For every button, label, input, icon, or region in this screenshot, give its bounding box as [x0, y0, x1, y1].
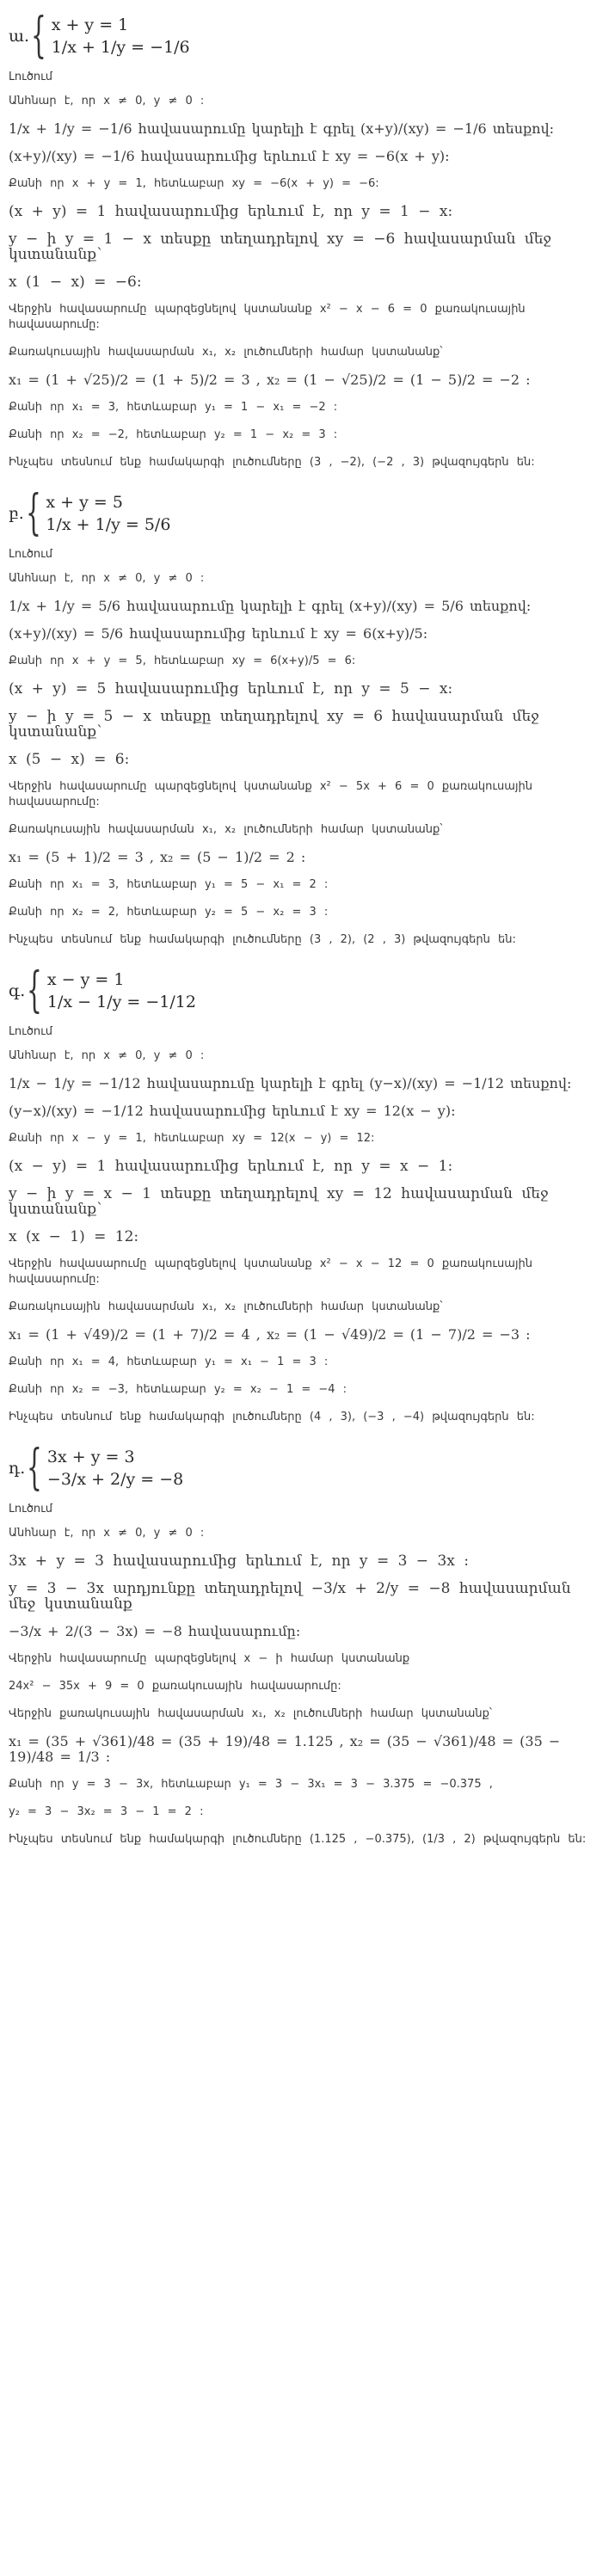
problem-section-b: [9, 485, 606, 948]
solution-line: 3x + y = 3 հավասարումից երևում է, որ y = 3 − 3x :: [9, 1552, 469, 1570]
solution-line: (x+y)/(xy) = 5/6 հավասարումից երևում է xy = 6(x+y)/5:: [9, 625, 428, 642]
solution-line: Քանի որ x + y = 1, հետևաբար xy = −6(x + y) = −6:: [9, 177, 379, 190]
equation-stack: [47, 1446, 183, 1491]
solution-line: Քառակուսային հավասարման x₁, x₂ լուծումների համար կստանանք՝: [9, 346, 443, 359]
solution-line: Քանի որ x₂ = 2, հետևաբար y₂ = 5 − x₂ = 3 :: [9, 906, 329, 919]
problem-letter: գ.: [9, 981, 26, 1000]
solution-line: x₁ = (5 + 1)/2 = 3 , x₂ = (5 − 1)/2 = 2 :: [9, 849, 306, 865]
equation-stack: [47, 968, 196, 1013]
solution-line: Անհնար է, որ x ≠ 0, y ≠ 0 :: [9, 1527, 205, 1540]
solution-line: Քառակուսային հավասարման x₁, x₂ լուծումների համար կստանանք՝: [9, 1300, 443, 1313]
solution-line: Քանի որ x₁ = 3, հետևաբար y₁ = 1 − x₁ = −2 :: [9, 401, 338, 414]
equation-1: x − y = 1: [46, 970, 125, 989]
solution-line: −3/x + 2/(3 − 3x) = −8 հավասարումը:: [9, 1623, 301, 1639]
solution-heading: Լուծում: [9, 71, 53, 83]
system-of-equations: [9, 8, 606, 64]
solution-line: y = 3 − 3x արդյունքը տեղադրելով −3/x + 2/y = −8 հավասարման մեջ կստանանք: [9, 1580, 571, 1613]
solution-line: Անհնար է, որ x ≠ 0, y ≠ 0 :: [9, 1049, 205, 1062]
equation-stack: [52, 14, 190, 58]
equation-2: 1/x + 1/y = −1/6: [51, 38, 190, 57]
solution-heading: Լուծում: [9, 548, 53, 561]
left-brace-icon: {: [31, 8, 46, 64]
solution-line: x₁ = (35 + √361)/48 = (35 + 19)/48 = 1.125 , x₂ = (35 − √361)/48 = (35 − 19)/48 = 1/3 :: [9, 1733, 561, 1765]
problem-section-a: [9, 8, 606, 470]
solution-line: Քանի որ x − y = 1, հետևաբար xy = 12(x − y) = 12:: [9, 1132, 375, 1145]
system-of-equations: [9, 485, 606, 541]
solution-line: Քառակուսային հավասարման x₁, x₂ լուծումների համար կստանանք՝: [9, 823, 443, 836]
solution-line: 24x² − 35x + 9 = 0 քառակուսային հավասարումը:: [9, 1680, 341, 1693]
solution-line: Քանի որ x₂ = −2, հետևաբար y₂ = 1 − x₂ = 3 :: [9, 428, 338, 441]
solution-line: y − ի y = 1 − x տեսքը տեղադրելով xy = −6 հավասարման մեջ կստանանք՝: [9, 231, 551, 263]
equation-1: 3x + y = 3: [46, 1448, 135, 1466]
solution-heading: Լուծում: [9, 1025, 53, 1038]
equation-2: 1/x − 1/y = −1/12: [46, 993, 196, 1011]
problem-letter: բ.: [9, 504, 24, 523]
solution-line: x (5 − x) = 6:: [9, 751, 130, 768]
solution-line: (x − y) = 1 հավասարումից երևում է, որ y = x − 1:: [9, 1158, 453, 1175]
solution-line: Ինչպես տեսնում ենք համակարգի լուծումները (3 , 2), (2 , 3) թվազույգերն են:: [9, 933, 516, 946]
left-brace-icon: {: [25, 485, 41, 541]
solution-line: x₁ = (1 + √25)/2 = (1 + 5)/2 = 3 , x₂ = (1 − √25)/2 = (1 − 5)/2 = −2 :: [9, 372, 531, 388]
solution-line: (x + y) = 5 հավասարումից երևում է, որ y = 5 − x:: [9, 680, 453, 698]
solution-line: Քանի որ x₂ = −3, հետևաբար y₂ = x₂ − 1 = −4 :: [9, 1383, 347, 1396]
solution-line: x₁ = (1 + √49)/2 = (1 + 7)/2 = 4 , x₂ = (1 − √49)/2 = (1 − 7)/2 = −3 :: [9, 1326, 531, 1343]
solution-line: Վերջին հավասարումը պարզեցնելով կստանանք x² − 5x + 6 = 0 քառակուսային հավասարումը:: [9, 780, 532, 808]
equation-2: 1/x + 1/y = 5/6: [46, 515, 171, 534]
solution-line: 1/x + 1/y = −1/6 հավասարումը կարելի է գրել (x+y)/(xy) = −1/6 տեսքով:: [9, 120, 555, 137]
solution-line: 1/x − 1/y = −1/12 հավասարումը կարելի է գրել (y−x)/(xy) = −1/12 տեսքով:: [9, 1075, 572, 1091]
solution-line: y₂ = 3 − 3x₂ = 3 − 1 = 2 :: [9, 1805, 204, 1818]
solution-line: Ինչպես տեսնում ենք համակարգի լուծումները (3 , −2), (−2 , 3) թվազույգերն են:: [9, 456, 535, 469]
solution-line: Անհնար է, որ x ≠ 0, y ≠ 0 :: [9, 572, 205, 585]
solution-line: Վերջին հավասարումը պարզեցնելով x − ի համար կստանանք: [9, 1652, 410, 1665]
solution-line: (x + y) = 1 հավասարումից երևում է, որ y = 1 − x:: [9, 203, 453, 220]
solution-line: Քանի որ y = 3 − 3x, հետևաբար y₁ = 3 − 3x₁ = 3 − 3.375 = −0.375 ,: [9, 1778, 493, 1791]
solution-line: Քանի որ x₁ = 4, հետևաբար y₁ = x₁ − 1 = 3 :: [9, 1356, 329, 1368]
equation-1: x + y = 5: [46, 493, 123, 512]
solution-line: Ինչպես տեսնում ենք համակարգի լուծումները (1.125 , −0.375), (1/3 , 2) թվազույգերն են:: [9, 1833, 587, 1846]
equation-2: −3/x + 2/y = −8: [46, 1470, 184, 1489]
solution-line: Ինչպես տեսնում ենք համակարգի լուծումները (4 , 3), (−3 , −4) թվազույգերն են:: [9, 1411, 535, 1423]
solution-line: 1/x + 1/y = 5/6 հավասարումը կարելի է գրել (x+y)/(xy) = 5/6 տեսքով:: [9, 598, 532, 614]
solution-line: (y−x)/(xy) = −1/12 հավասարումից երևում է xy = 12(x − y):: [9, 1103, 456, 1119]
solution-line: x (x − 1) = 12:: [9, 1228, 139, 1245]
solution-line: (x+y)/(xy) = −1/6 հավասարումից երևում է xy = −6(x + y):: [9, 148, 450, 164]
left-brace-icon: {: [27, 962, 43, 1018]
left-brace-icon: {: [27, 1440, 43, 1496]
solution-line: y − ի y = 5 − x տեսքը տեղադրելով xy = 6 հավասարման մեջ կստանանք՝: [9, 708, 539, 741]
solution-line: y − ի y = x − 1 տեսքը տեղադրելով xy = 12 հավասարման մեջ կստանանք՝: [9, 1185, 549, 1218]
solution-line: Վերջին հավասարումը պարզեցնելով կստանանք x² − x − 12 = 0 քառակուսային հավասարումը:: [9, 1257, 532, 1286]
problem-letter: ա.: [9, 27, 30, 46]
system-of-equations: [9, 962, 606, 1018]
solution-line: Քանի որ x₁ = 3, հետևաբար y₁ = 5 − x₁ = 2 :: [9, 878, 329, 891]
problem-section-d: [9, 1440, 606, 1847]
equation-1: x + y = 1: [51, 15, 129, 34]
problem-section-c: [9, 962, 606, 1425]
system-of-equations: [9, 1440, 606, 1496]
problem-letter: դ.: [9, 1459, 26, 1478]
solution-line: Քանի որ x + y = 5, հետևաբար xy = 6(x+y)/5 = 6:: [9, 655, 356, 667]
solution-line: Վերջին հավասարումը պարզեցնելով կստանանք x² − x − 6 = 0 քառակուսային հավասարումը:: [9, 303, 526, 331]
solution-line: x (1 − x) = −6:: [9, 274, 142, 291]
equation-stack: [46, 491, 170, 536]
solution-line: Վերջին քառակուսային հավասարման x₁, x₂ լուծումների համար կստանանք՝: [9, 1707, 493, 1720]
solution-line: Անհնար է, որ x ≠ 0, y ≠ 0 :: [9, 95, 205, 108]
solution-heading: Լուծում: [9, 1503, 53, 1515]
